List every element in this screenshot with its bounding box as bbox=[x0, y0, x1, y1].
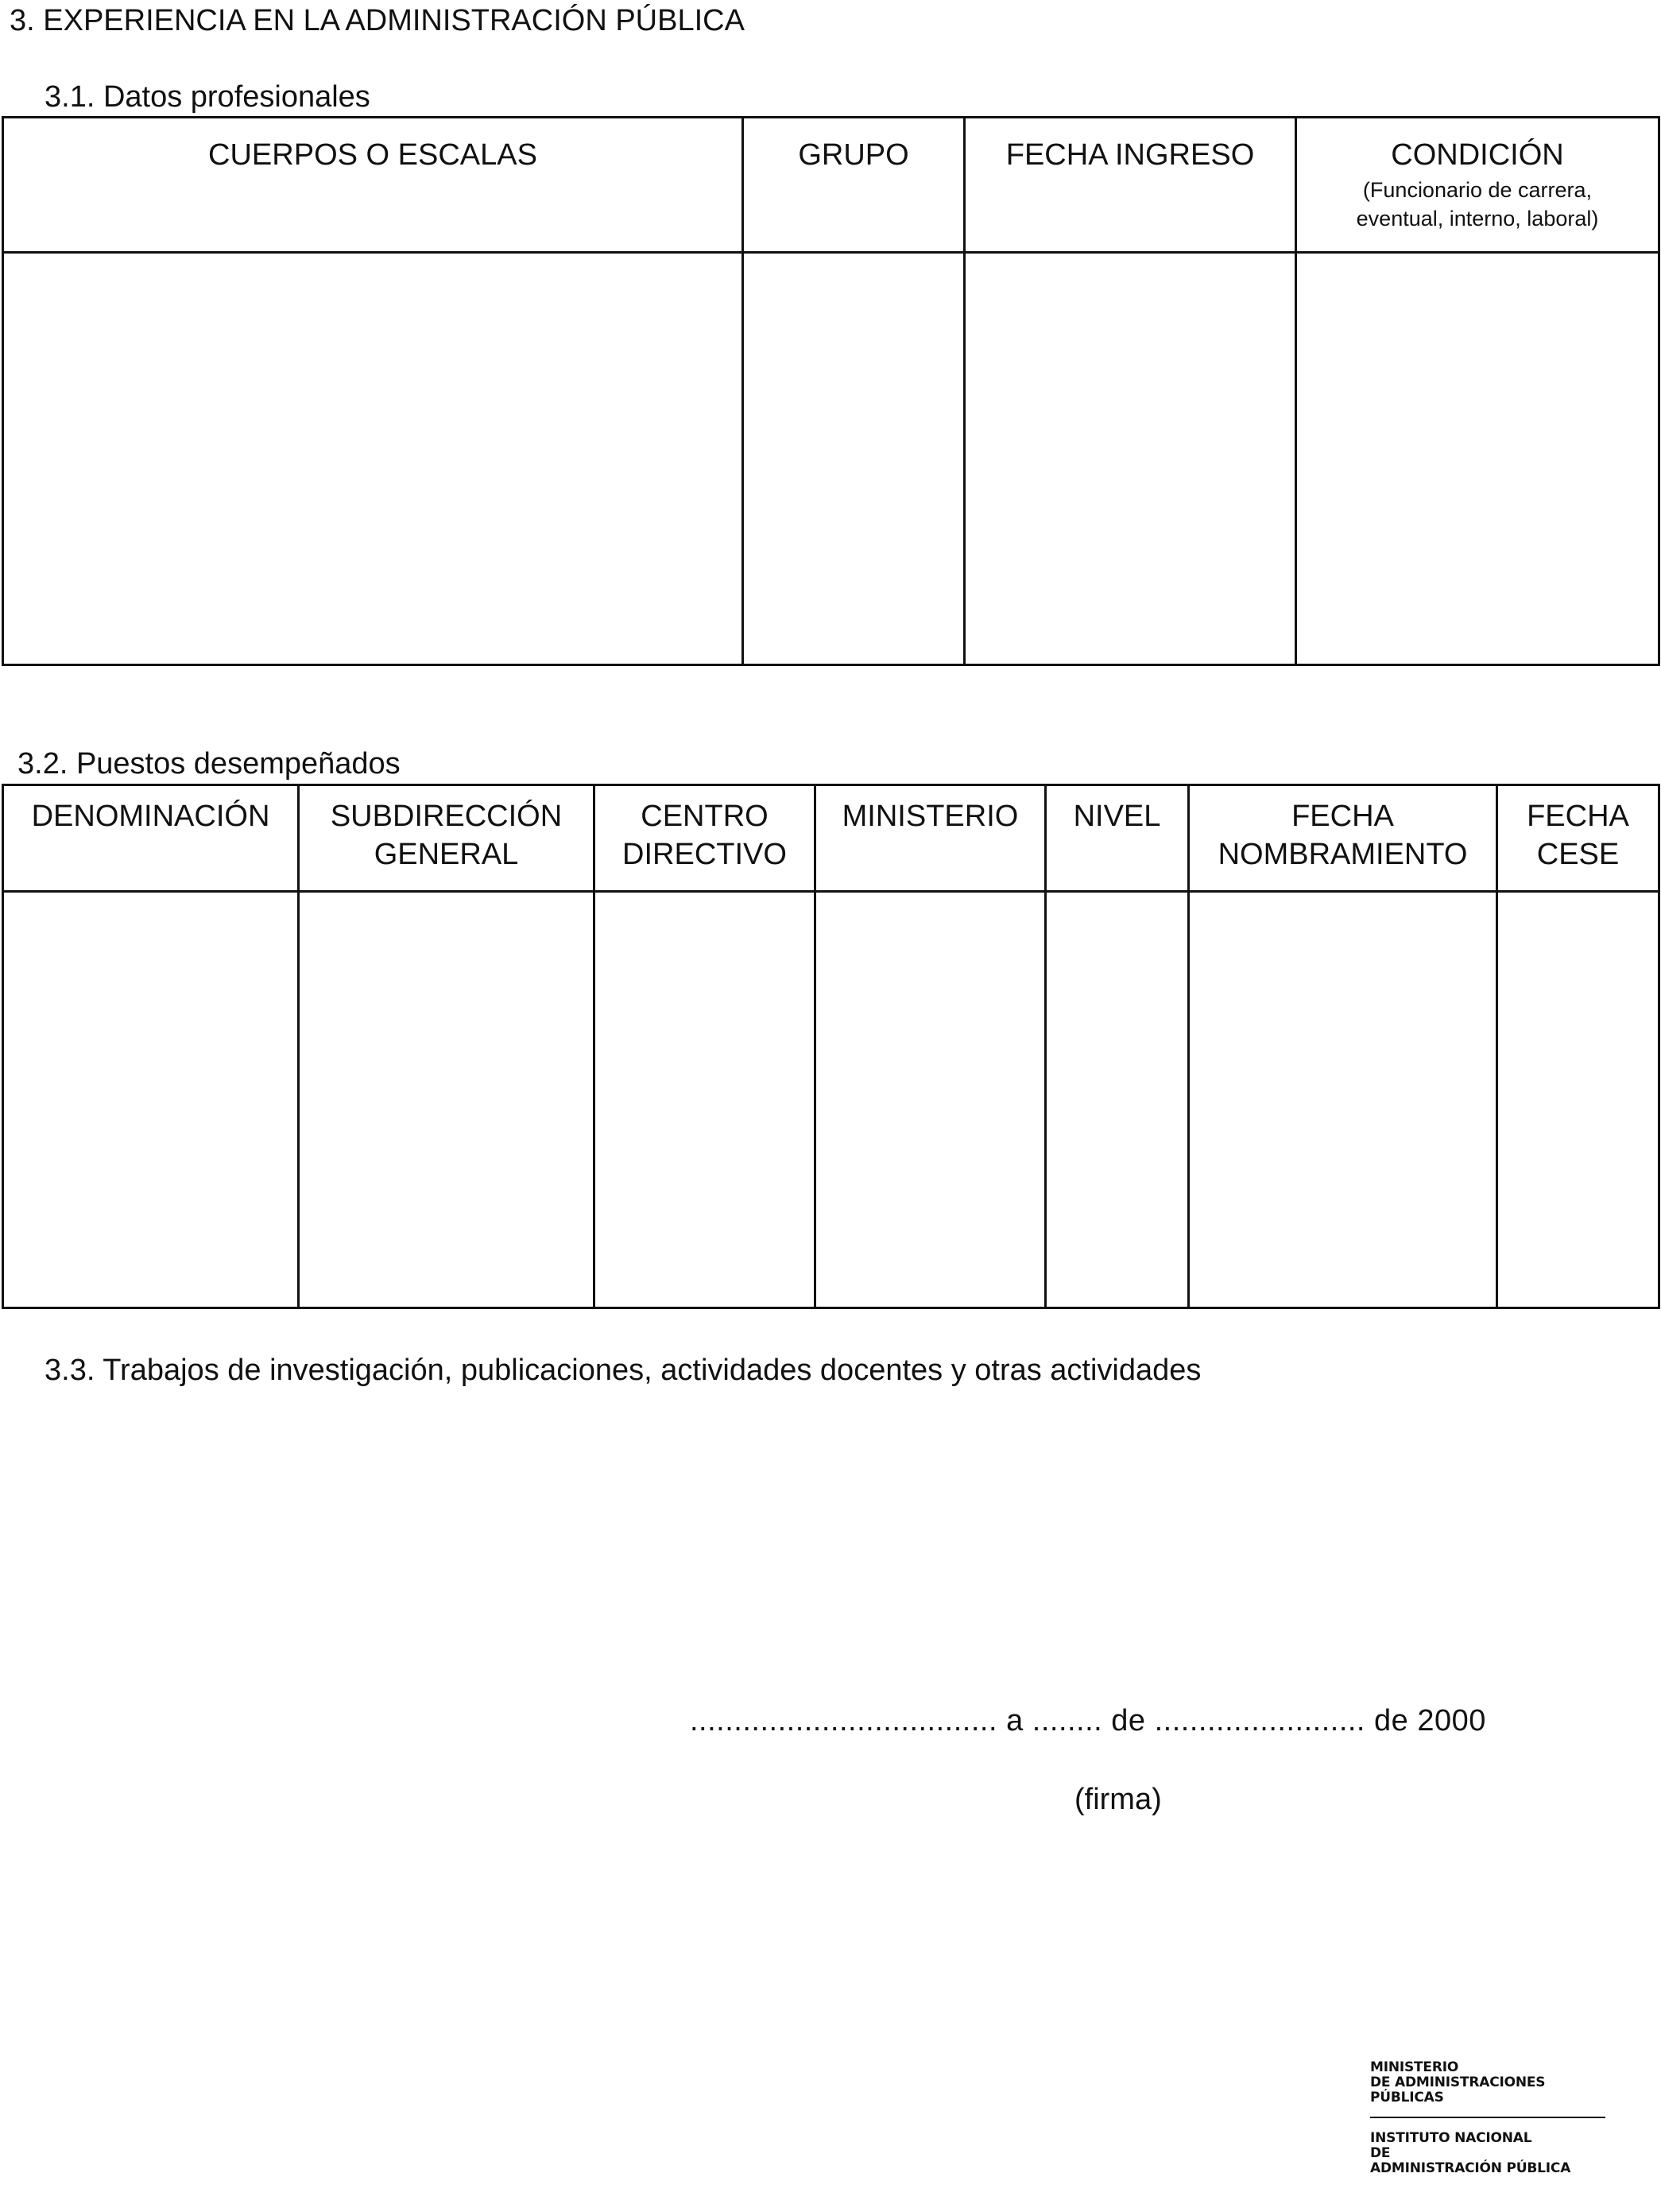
table-row bbox=[3, 253, 1659, 665]
header-condicion bbox=[1296, 118, 1659, 253]
header-fecha-ingreso: FECHA INGRESO bbox=[965, 118, 1296, 253]
ministerio-field[interactable] bbox=[815, 892, 1046, 1308]
nivel-field[interactable] bbox=[1046, 892, 1189, 1308]
logo-line: ADMINISTRACIÓN PÚBLICA bbox=[1370, 2160, 1571, 2176]
table-header-row bbox=[3, 785, 1659, 892]
condicion-detail-2: eventual, interno, laboral) bbox=[1356, 207, 1599, 230]
place-date-line: ................................... a ........ de ........................ de 2000 bbox=[690, 1704, 1486, 1737]
cuerpos-escalas-field[interactable] bbox=[3, 253, 743, 665]
header-fecha-nombramiento: FECHA NOMBRAMIENTO bbox=[1189, 785, 1497, 892]
section-title: 3. EXPERIENCIA EN LA ADMINISTRACIÓN PÚBLICA bbox=[10, 4, 745, 37]
header-denominacion: DENOMINACIÓN bbox=[3, 785, 299, 892]
subdireccion-general-field[interactable] bbox=[299, 892, 594, 1308]
logo-line: PÚBLICAS bbox=[1370, 2090, 1444, 2105]
table-header-row bbox=[3, 118, 1659, 253]
logo-line: DE bbox=[1370, 2145, 1391, 2161]
denominacion-field[interactable] bbox=[3, 892, 299, 1308]
logo-line: INSTITUTO NACIONAL bbox=[1370, 2130, 1532, 2146]
header-ministerio: MINISTERIO bbox=[815, 785, 1046, 892]
condicion-detail-1: (Funcionario de carrera, bbox=[1362, 178, 1593, 202]
fecha-nombramiento-field[interactable] bbox=[1189, 892, 1497, 1308]
logo-divider bbox=[1370, 2117, 1605, 2118]
logo-line: DE ADMINISTRACIONES bbox=[1370, 2074, 1546, 2090]
fecha-ingreso-field[interactable] bbox=[965, 253, 1296, 665]
header-centro-directivo: CENTRO DIRECTIVO bbox=[594, 785, 815, 892]
condicion-field[interactable] bbox=[1296, 253, 1659, 665]
datos-profesionales-title: 3.1. Datos profesionales bbox=[45, 80, 370, 114]
trabajos-title: 3.3. Trabajos de investigación, publicaciones, actividades docentes y otras actividades bbox=[45, 1354, 1202, 1387]
header-fecha-cese: FECHA CESE bbox=[1497, 785, 1659, 892]
trabajos-text-area[interactable] bbox=[45, 1399, 1618, 1669]
header-cuerpos-escalas: CUERPOS O ESCALAS bbox=[3, 118, 743, 253]
header-subdireccion-general: SUBDIRECCIÓN GENERAL bbox=[299, 785, 594, 892]
datos-profesionales-table bbox=[2, 116, 1660, 666]
ministry-logo bbox=[1370, 2060, 1605, 2176]
fecha-cese-field[interactable] bbox=[1497, 892, 1659, 1308]
grupo-field[interactable] bbox=[743, 253, 965, 665]
condicion-label: CONDICIÓN bbox=[1391, 138, 1564, 172]
firma-label: (firma) bbox=[1074, 1783, 1162, 1816]
logo-line: MINISTERIO bbox=[1370, 2059, 1459, 2075]
puestos-title: 3.2. Puestos desempeñados bbox=[17, 747, 401, 781]
table-row bbox=[3, 892, 1659, 1308]
header-grupo: GRUPO bbox=[743, 118, 965, 253]
centro-directivo-field[interactable] bbox=[594, 892, 815, 1308]
puestos-table bbox=[2, 784, 1660, 1309]
header-nivel: NIVEL bbox=[1046, 785, 1189, 892]
